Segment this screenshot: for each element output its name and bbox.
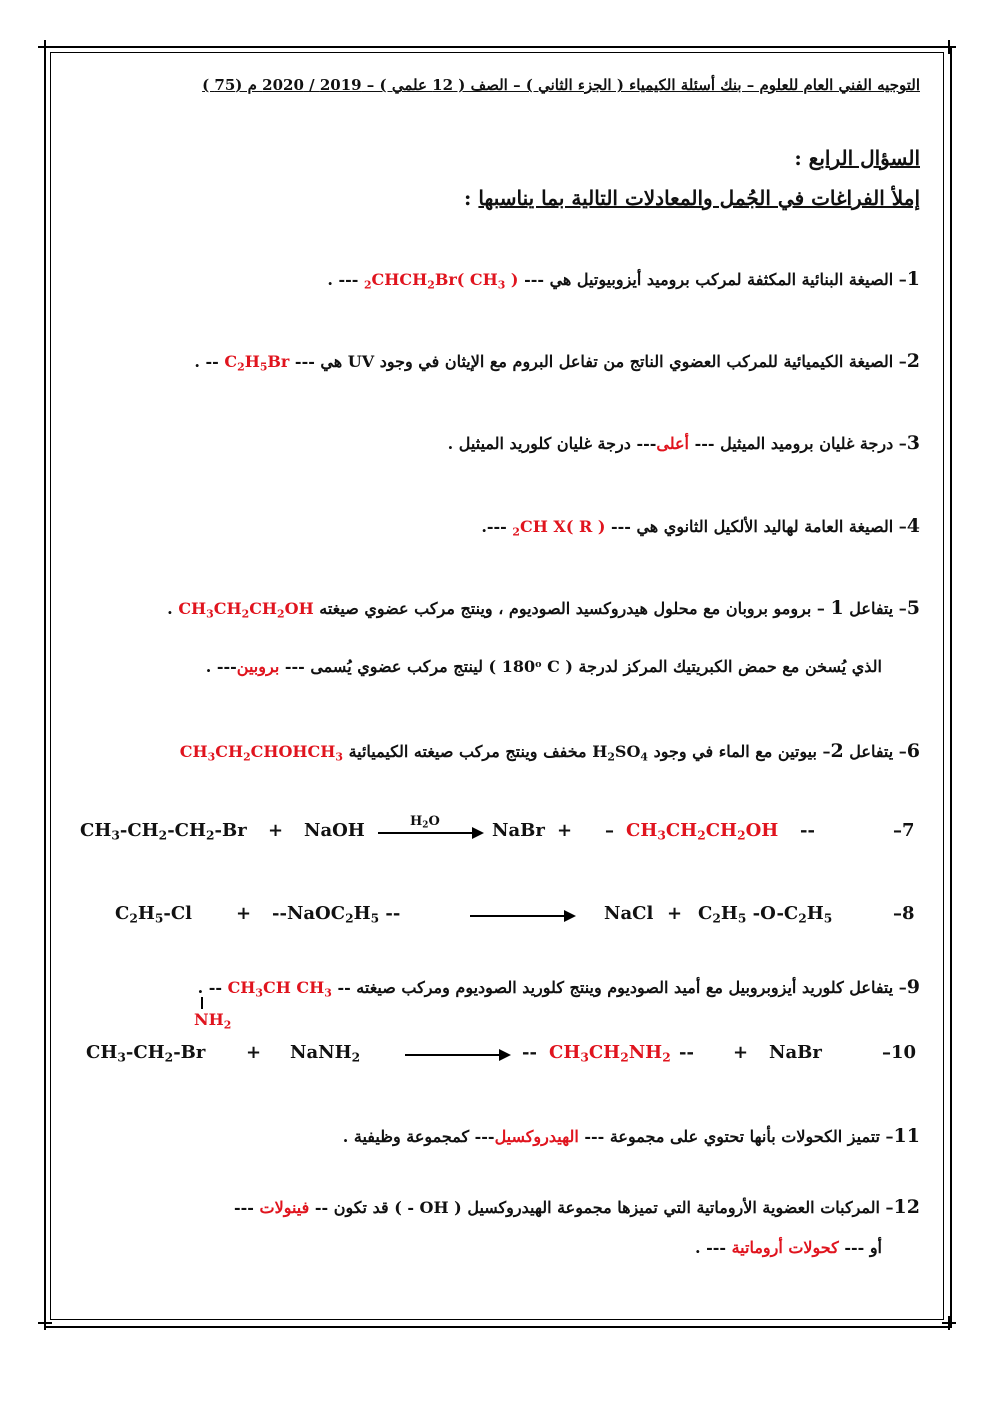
- item-8-equation: $C_2H_5-Cl$ + $--NaOC_2H_5$ -- NaCl + $C_2H_5$ $-O-C_2H_5$ –8: [115, 903, 915, 926]
- answer-4: ( R )$_2CH$ X: [512, 517, 606, 539]
- item-12: 12– المركبات العضوية الأروماتية التي تميزها مجموعة الهيدروكسيل ( OH - ) قد تكون -- فينولات ---: [234, 1196, 920, 1218]
- corner-ornament: [38, 1316, 52, 1330]
- answer-10: $CH_3CH_2NH_2$: [549, 1042, 671, 1065]
- item-1: 1– الصيغة البنائية المكثفة لمركب بروميد أيزوبيوتيل هي --- ( $CH_3$ )$_2CHCH_2Br$ --- .: [327, 268, 920, 292]
- answer-3: أعلى: [656, 434, 689, 453]
- question-instruction: إملأ الفراغات في الجُمل والمعادلات التالية بما يناسبها :: [464, 186, 920, 210]
- reaction-arrow: [405, 1054, 509, 1056]
- answer-7: $CH_3CH_2CH_2OH$: [626, 820, 779, 843]
- item-9: 9– يتفاعل كلوريد أيزوبروبيل مع أميد الصوديوم وينتج كلوريد الصوديوم ومركب صيغته -- $CH_3CH$ $CH_3$ -- .: [197, 976, 920, 1000]
- page-header: التوجيه الفني العام للعلوم – بنك أسئلة الكيمياء ( الجزء الثاني ) – الصف ( 12 علمي ) – 2019 / 2020 م (75 ): [202, 76, 920, 94]
- item-5: 5– يتفاعل 1 – برومو بروبان مع محلول هيدروكسيد الصوديوم ، وينتج مركب عضوي صيغته $CH_3CH_2CH_2OH$ .: [167, 597, 920, 621]
- branch-bond: [201, 997, 203, 1009]
- answer-5b: بروبين: [236, 657, 280, 676]
- item-12-line-2: أو --- كحولات أروماتية --- .: [694, 1238, 882, 1257]
- answer-1: ( $CH_3$ )$_2CHCH_2Br$: [363, 270, 519, 292]
- question-title: السؤال الرابع :: [794, 146, 920, 170]
- answer-2: $C_2H_5Br$: [224, 352, 290, 374]
- item-7-equation: $CH_3-CH_2-CH_2-Br$ + NaOH $H_2O$ NaBr + – $CH_3CH_2CH_2OH$ -- –7: [80, 814, 915, 843]
- answer-9: $CH_3CH$ $CH_3$: [227, 978, 332, 1000]
- item-2: 2– الصيغة الكيميائية للمركب العضوي الناتج من تفاعل البروم مع الإيثان في وجود UV هي --- $C_2H_5Br$ -- .: [194, 350, 920, 374]
- answer-6: $CH_3CH_2CHOHCH_3$: [179, 742, 343, 764]
- item-10-equation: $CH_3-CH_2-Br$ + NaNH$_2$ -- $CH_3CH_2NH_2$ -- + NaBr –10: [86, 1042, 917, 1065]
- corner-ornament: [38, 40, 52, 54]
- corner-ornament: [942, 1316, 956, 1330]
- item-11: 11– تتميز الكحولات بأنها تحتوي على مجموعة --- الهيدروكسيل--- كمجموعة وظيفية .: [342, 1125, 920, 1147]
- item-5-line-2: الذي يُسخن مع حمض الكبريتيك المركز لدرجة ( 180$^o$ C ) لينتج مركب عضوي يُسمى --- بروبين--- .: [205, 657, 882, 676]
- reaction-arrow: [378, 832, 482, 834]
- item-6: 6– يتفاعل 2– بيوتين مع الماء في وجود $H_2SO_4$ مخفف وينتج مركب صيغته الكيميائية $CH_3CH_2CHOHCH_3$: [179, 740, 920, 764]
- answer-11: الهيدروكسيل: [494, 1127, 579, 1146]
- answer-5: $CH_3CH_2CH_2OH$: [178, 599, 314, 621]
- answer-12b: كحولات أروماتية: [731, 1238, 839, 1257]
- answer-12: فينولات: [259, 1198, 310, 1217]
- corner-ornament: [942, 40, 956, 54]
- arrow-label: $H_2O$: [410, 814, 440, 831]
- answer-9-branch: $NH_2$: [194, 1010, 232, 1032]
- reaction-arrow: [470, 915, 574, 917]
- item-4: 4– الصيغة العامة لهاليد الألكيل الثانوي هي --- ( R )$_2CH$ X ---.: [481, 515, 920, 539]
- item-3: 3– درجة غليان بروميد الميثيل --- أعلى--- درجة غليان كلوريد الميثيل .: [447, 432, 920, 454]
